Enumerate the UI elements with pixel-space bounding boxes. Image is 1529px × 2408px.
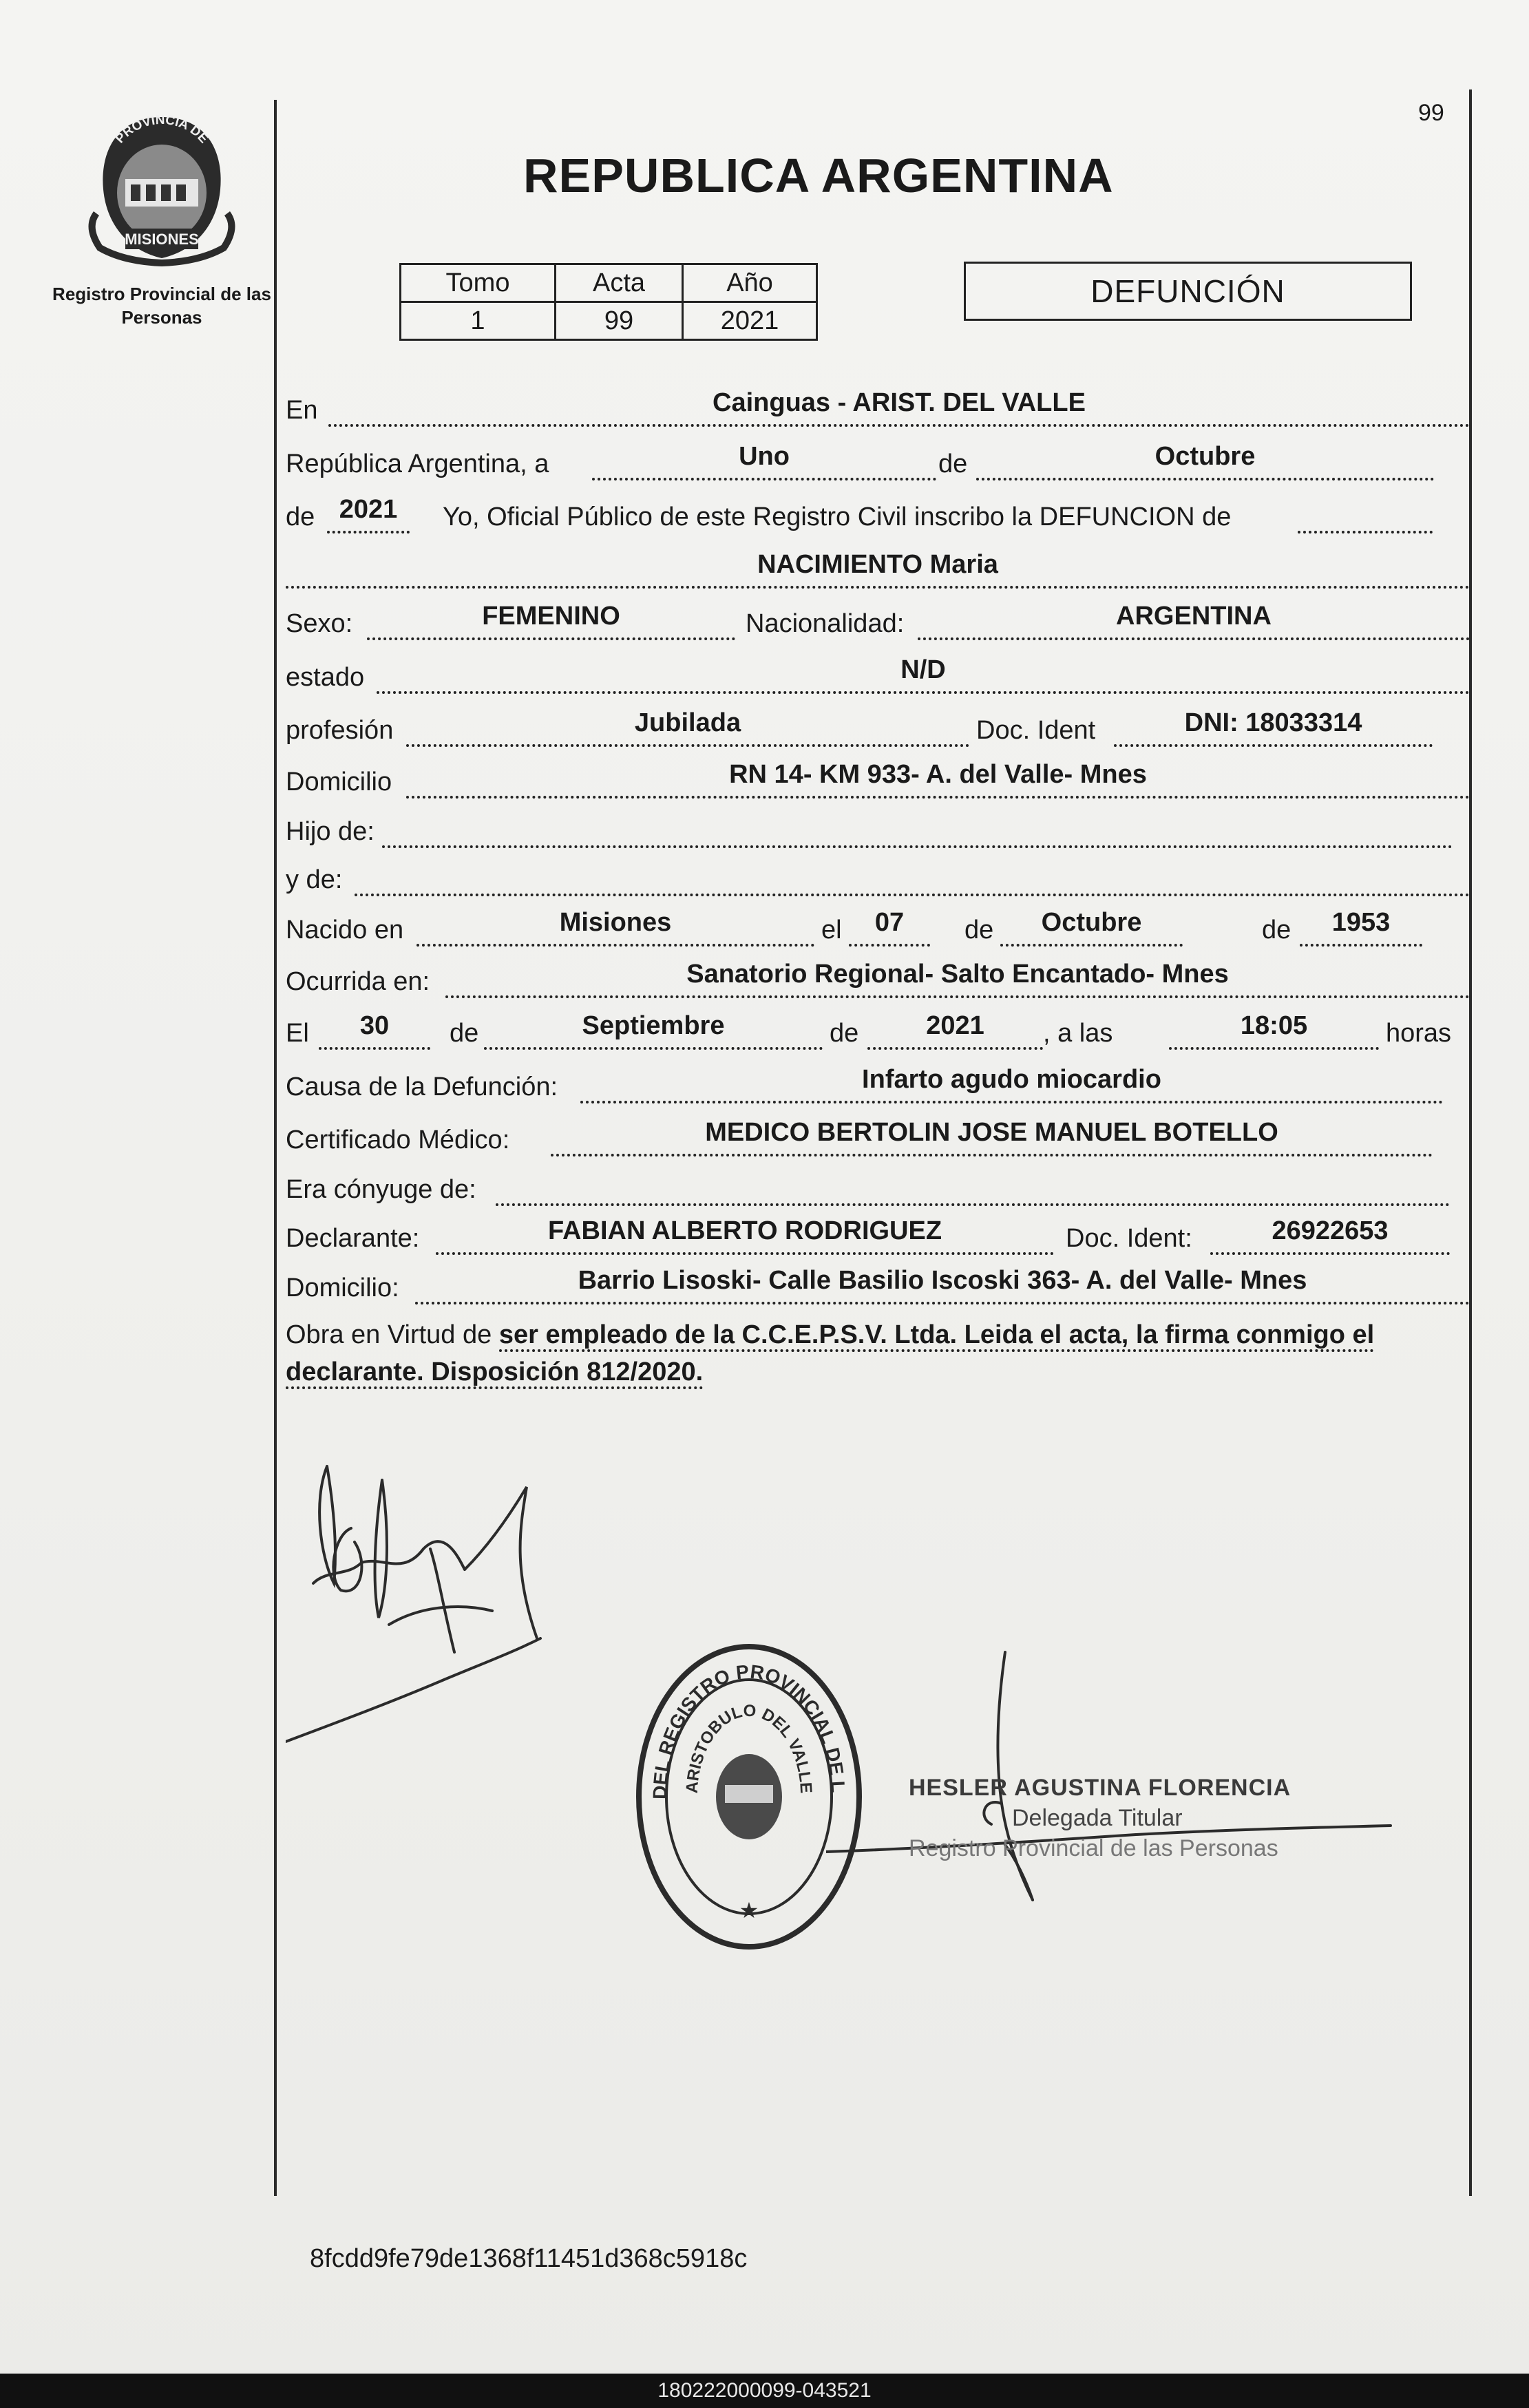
field-yde: [355, 862, 1470, 896]
row-sexo: Sexo: FEMENINO Nacionalidad: ARGENTINA: [286, 606, 1470, 642]
field-nacido-lugar: Misiones: [416, 912, 814, 947]
field-hijo: [382, 814, 1453, 848]
field-oficial-blank: [1298, 499, 1433, 534]
svg-text:PROVINCIA DE: PROVINCIA DE: [112, 112, 211, 147]
row-certificado: Certificado Médico: MEDICO BERTOLIN JOSE MANUEL BOTELLO: [286, 1122, 1470, 1158]
row-domicilio-declarante: Domicilio: Barrio Lisoski- Calle Basilio Iscoski 363- A. del Valle- Mnes: [286, 1270, 1470, 1306]
field-en: Cainguas - ARIST. DEL VALLE: [328, 392, 1470, 427]
field-doc-ident-declarante: 26922653: [1210, 1221, 1450, 1255]
row-nacido: Nacido en Misiones el 07 de Octubre de 1953: [286, 912, 1470, 948]
table-header-anio: Año: [683, 264, 817, 302]
field-certificado: MEDICO BERTOLIN JOSE MANUEL BOTELLO: [551, 1122, 1433, 1157]
field-declarante: FABIAN ALBERTO RODRIGUEZ: [436, 1221, 1054, 1255]
table-header-tomo: Tomo: [401, 264, 556, 302]
field-ocurrida: Sanatorio Regional- Salto Encantado- Mnes: [445, 964, 1470, 998]
row-estado: estado N/D: [286, 659, 1470, 695]
table-value-tomo: 1: [401, 302, 556, 340]
table-value-anio: 2021: [683, 302, 817, 340]
field-def-anio: 2021: [867, 1015, 1043, 1050]
row-profesion: profesión Jubilada Doc. Ident DNI: 18033314: [286, 712, 1470, 748]
row-republica: República Argentina, a Uno de Octubre: [286, 446, 1470, 482]
svg-text:MISIONES: MISIONES: [125, 231, 199, 248]
table-value-acta: 99: [556, 302, 683, 340]
field-def-dia: 30: [319, 1015, 430, 1050]
field-nacido-mes: Octubre: [1000, 912, 1183, 947]
svg-text:★: ★: [739, 1898, 759, 1923]
row-causa: Causa de la Defunción: Infarto agudo miocardio: [286, 1069, 1470, 1105]
field-nacido-dia: 07: [849, 912, 930, 947]
field-def-mes: Septiembre: [484, 1015, 823, 1050]
document-hash: 8fcdd9fe79de1368f11451d368c5918c: [310, 2244, 748, 2273]
tomo-acta-anio-table: [399, 263, 818, 341]
row-hijo: Hijo de:: [286, 814, 1470, 849]
act-type-box: DEFUNCIÓN: [964, 262, 1412, 321]
field-domicilio: RN 14- KM 933- A. del Valle- Mnes: [406, 764, 1470, 799]
row-en: En Cainguas - ARIST. DEL VALLE: [286, 392, 1470, 428]
registry-label: Registro Provincial de las Personas: [52, 284, 271, 328]
left-margin-line: [274, 100, 277, 2196]
declarant-signature: [286, 1446, 561, 1766]
row-declarante: Declarante: FABIAN ALBERTO RODRIGUEZ Doc. Ident: 26922653: [286, 1221, 1470, 1256]
row-oficial: de 2021 Yo, Oficial Público de este Registro Civil inscribo la DEFUNCION de: [286, 499, 1470, 535]
field-profesion: Jubilada: [406, 712, 969, 747]
row-domicilio: Domicilio RN 14- KM 933- A. del Valle- Mnes: [286, 764, 1470, 800]
official-stamp-text: [909, 1773, 1291, 1863]
field-doc-ident: DNI: 18033314: [1114, 712, 1433, 747]
row-nombre: [286, 550, 1470, 590]
field-dia: Uno: [592, 446, 936, 480]
page-title: REPUBLICA ARGENTINA: [523, 149, 1114, 202]
field-estado: N/D: [377, 659, 1470, 694]
field-nacido-anio: 1953: [1300, 912, 1422, 947]
row-conyuge: Era cónyuge de:: [286, 1172, 1470, 1207]
official-name: HESLER AGUSTINA FLORENCIA: [909, 1775, 1291, 1801]
svg-text:DELEGACION DEL REGISTRO PROVIN: DEL REGISTRO PROVINCIAL DE L: [648, 1660, 850, 1800]
field-def-hora: 18:05: [1169, 1015, 1379, 1050]
official-office: Registro Provincial de las Personas: [909, 1835, 1278, 1861]
obra-en-virtud-value: ser empleado de la C.C.E.P.S.V. Ltda. Leida el acta, la firma conmigo el declarante. Disposición 812/2020.: [286, 1320, 1374, 1389]
field-sexo: FEMENINO: [367, 606, 735, 640]
field-domicilio-declarante: Barrio Lisoski- Calle Basilio Iscoski 363- A. del Valle- Mnes: [415, 1270, 1470, 1305]
footer-code: 180222000099-043521: [657, 2379, 872, 2402]
provincia-misiones-logo: [83, 110, 241, 268]
field-nacionalidad: ARGENTINA: [918, 606, 1470, 640]
row-yde: y de:: [286, 862, 1470, 898]
obra-en-virtud: Obra en Virtud de ser empleado de la C.C.E.P.S.V. Ltda. Leida el acta, la firma conmigo el declarante. Disposición 812/2020.: [286, 1316, 1470, 1391]
row-ocurrida: Ocurrida en: Sanatorio Regional- Salto Encantado- Mnes: [286, 964, 1470, 1000]
svg-text:ARISTOBULO DEL VALLE: ARISTOBULO DEL VALLE: [682, 1701, 816, 1794]
field-year: 2021: [327, 499, 410, 534]
field-nombre: NACIMIENTO Maria: [286, 554, 1470, 589]
field-causa: Infarto agudo miocardio: [580, 1069, 1443, 1103]
row-fecha-defuncion: El 30 de Septiembre de 2021 , a las 18:05 horas: [286, 1015, 1470, 1051]
field-mes: Octubre: [976, 446, 1434, 480]
official-role: Delegada Titular: [1012, 1805, 1183, 1831]
page-number: 99: [1418, 100, 1444, 126]
field-conyuge: [496, 1172, 1450, 1206]
table-header-acta: Acta: [556, 264, 683, 302]
footer-code-bar: [0, 2374, 1529, 2408]
